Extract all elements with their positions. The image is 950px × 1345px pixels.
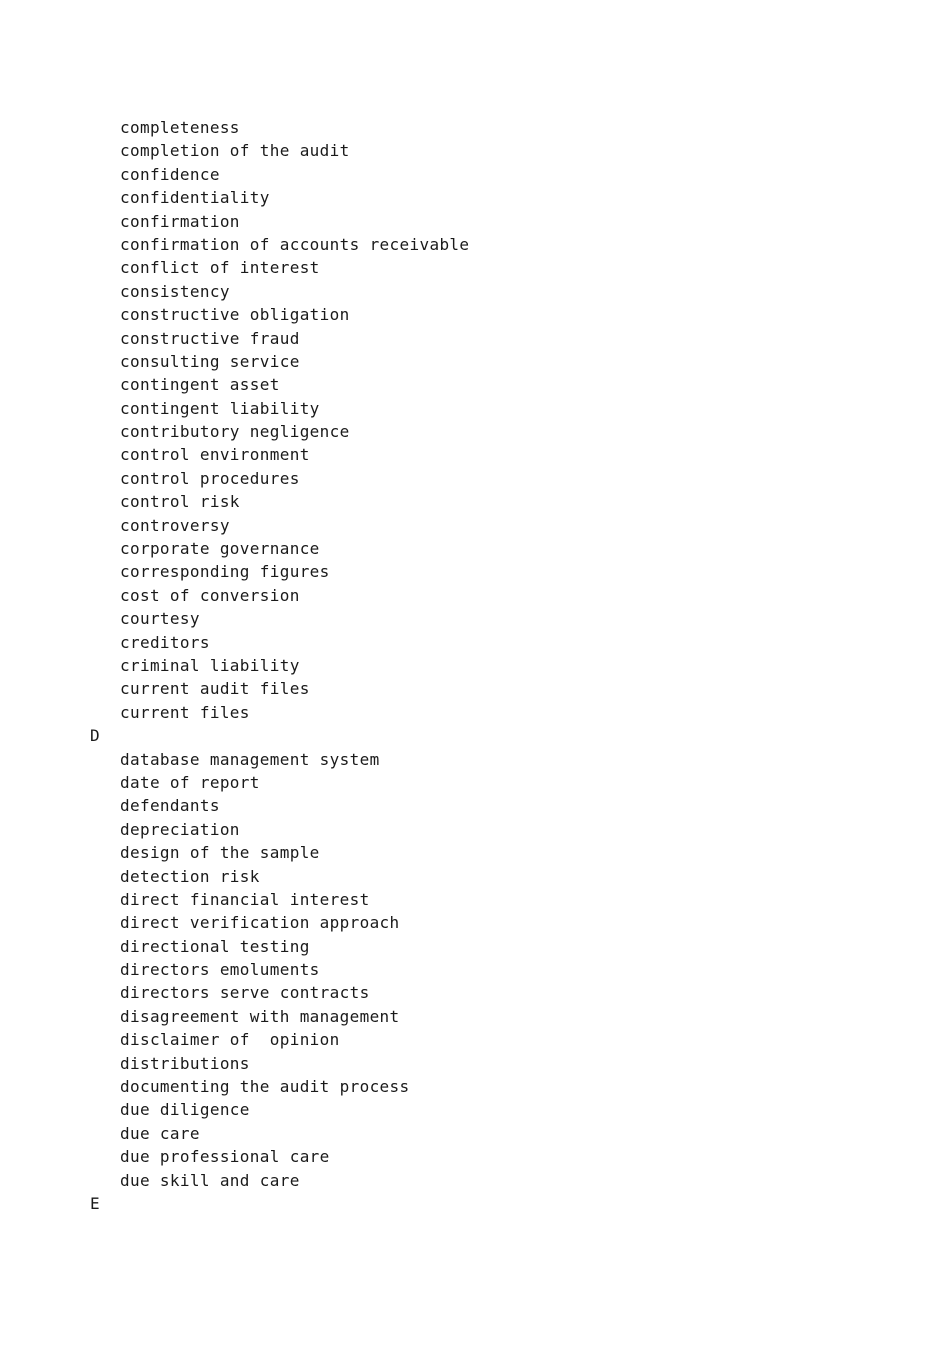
glossary-term: directors serve contracts (120, 983, 370, 1003)
glossary-term: due professional care (120, 1147, 330, 1167)
section-letter: D (90, 726, 100, 746)
glossary-term: depreciation (120, 819, 240, 839)
glossary-term: database management system (120, 749, 380, 769)
glossary-term: disagreement with management (120, 1006, 400, 1026)
glossary-term: corresponding figures (120, 562, 330, 582)
glossary-term: contingent liability (120, 398, 320, 418)
glossary-term: contributory negligence (120, 422, 350, 442)
glossary-term: direct financial interest (120, 889, 370, 909)
glossary-term: conflict of interest (120, 258, 320, 278)
glossary-term: completion of the audit (120, 141, 350, 161)
glossary-term: directors emoluments (120, 960, 320, 980)
glossary-term: contingent asset (120, 375, 280, 395)
glossary-term: current files (120, 702, 250, 722)
glossary-term: constructive obligation (120, 305, 350, 325)
glossary-term: confidence (120, 164, 220, 184)
glossary-term: documenting the audit process (120, 1077, 410, 1097)
glossary-term: disclaimer of opinion (120, 1030, 340, 1050)
glossary-term: completeness (120, 118, 240, 137)
glossary-term: courtesy (120, 609, 200, 629)
glossary-term: consulting service (120, 351, 300, 371)
glossary-term: direct verification approach (120, 913, 400, 933)
glossary-term: control procedures (120, 468, 300, 488)
glossary-term: creditors (120, 632, 210, 652)
glossary-term: current audit files (120, 679, 310, 699)
glossary-term: cost of conversion (120, 585, 300, 605)
glossary-term: control environment (120, 445, 310, 465)
glossary-list (90, 116, 469, 1215)
glossary-term: criminal liability (120, 655, 300, 675)
glossary-term: controversy (120, 515, 230, 535)
glossary-term: corporate governance (120, 539, 320, 559)
glossary-term: distributions (120, 1053, 250, 1073)
glossary-term: confirmation (120, 211, 240, 231)
glossary-term: date of report (120, 772, 260, 792)
glossary-term: constructive fraud (120, 328, 300, 348)
glossary-term: due diligence (120, 1100, 250, 1120)
glossary-term: consistency (120, 281, 230, 301)
glossary-term: defendants (120, 796, 220, 816)
glossary-term: confirmation of accounts receivable (120, 234, 470, 254)
glossary-term: confidentiality (120, 188, 270, 208)
glossary-term: control risk (120, 492, 240, 512)
section-letter: E (90, 1193, 100, 1213)
glossary-term: detection risk (120, 866, 260, 886)
glossary-term: due skill and care (120, 1170, 300, 1190)
glossary-term: due care (120, 1123, 200, 1143)
glossary-term: directional testing (120, 936, 310, 956)
glossary-term: design of the sample (120, 843, 320, 863)
